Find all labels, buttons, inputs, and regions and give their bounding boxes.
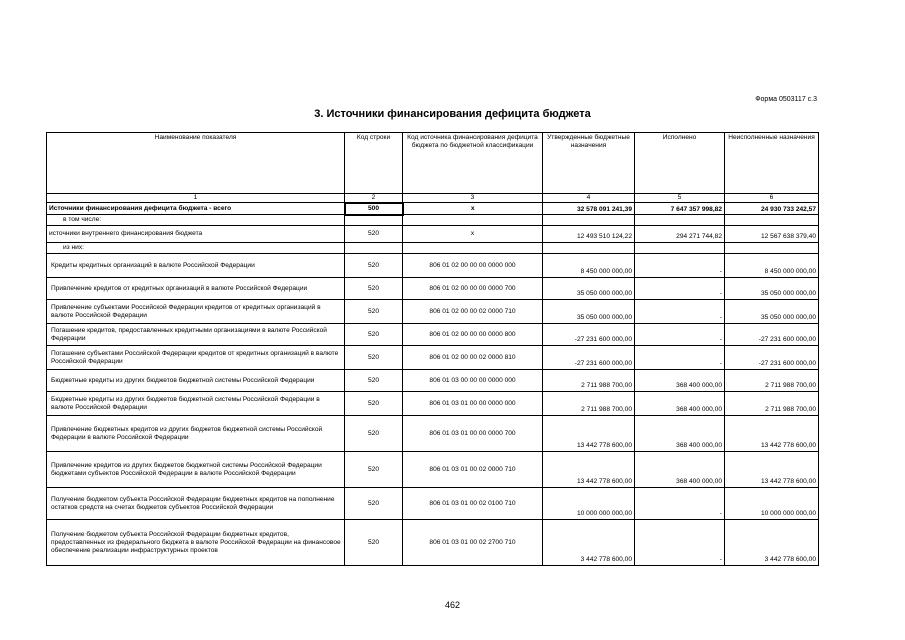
row-name: Привлечение кредитов из других бюджетов бюджетной системы Российской Федерации бюджетами субъектов Российской Федерации в валюте Российской Федерации bbox=[47, 452, 345, 488]
page-number: 462 bbox=[444, 600, 461, 610]
row-unexecuted: 2 711 988 700,00 bbox=[725, 392, 819, 416]
row-source-code: 806 01 02 00 00 02 0000 810 bbox=[403, 346, 543, 370]
row-unexecuted: 2 711 988 700,00 bbox=[725, 370, 819, 392]
row-name: Бюджетные кредиты из других бюджетов бюджетной системы Российской Федерации bbox=[47, 370, 345, 392]
row-unexecuted: -27 231 600 000,00 bbox=[725, 324, 819, 346]
row-source-code: x bbox=[403, 226, 543, 243]
page-title: 3. Источники финансирования дефицита бюджета bbox=[314, 108, 591, 120]
table-row bbox=[47, 300, 819, 324]
row-source-code: 806 01 03 01 00 02 0100 710 bbox=[403, 488, 543, 520]
row-unexecuted: -27 231 600 000,00 bbox=[725, 346, 819, 370]
table-row bbox=[47, 520, 819, 566]
row-unexecuted: 12 567 638 379,40 bbox=[725, 226, 819, 243]
row-approved: 2 711 988 700,00 bbox=[543, 370, 635, 392]
row-approved bbox=[543, 243, 635, 254]
header-approved: Утвержденные бюджетные назначения bbox=[543, 133, 635, 194]
row-name: Погашение кредитов, предоставленных кредитными организациями в валюте Российской Федерации bbox=[47, 324, 345, 346]
row-source-code: 806 01 02 00 00 00 0000 000 bbox=[403, 254, 543, 278]
col-number: 3 bbox=[403, 194, 543, 203]
row-code: 520 bbox=[345, 370, 403, 392]
table-row bbox=[47, 488, 819, 520]
row-executed: - bbox=[635, 278, 725, 300]
row-source-code: x bbox=[403, 203, 543, 215]
row-source-code: 806 01 03 01 00 00 0000 700 bbox=[403, 416, 543, 452]
header-code: Код строки bbox=[345, 133, 403, 194]
row-executed: 368 400 000,00 bbox=[635, 416, 725, 452]
row-approved: 10 000 000 000,00 bbox=[543, 488, 635, 520]
row-source-code: 806 01 02 00 00 00 0000 700 bbox=[403, 278, 543, 300]
row-name: источники внутреннего финансирования бюджета bbox=[47, 226, 345, 243]
row-executed bbox=[635, 215, 725, 226]
row-source-code bbox=[403, 215, 543, 226]
row-code: 520 bbox=[345, 488, 403, 520]
form-label: Форма 0503117 с.3 bbox=[755, 96, 817, 103]
row-code: 520 bbox=[345, 520, 403, 566]
row-name: Привлечение субъектами Российской Федерации кредитов от кредитных организаций в валюте Российской Федерации bbox=[47, 300, 345, 324]
row-source-code: 806 01 02 00 00 02 0000 710 bbox=[403, 300, 543, 324]
table-body bbox=[47, 203, 819, 566]
row-name: Источники финансирования дефицита бюджета - всего bbox=[47, 203, 345, 215]
row-code: 520 bbox=[345, 300, 403, 324]
row-approved: 13 442 778 600,00 bbox=[543, 416, 635, 452]
row-code: 500 bbox=[345, 203, 403, 215]
row-name: Кредиты кредитных организаций в валюте Российской Федерации bbox=[47, 254, 345, 278]
header-name: Наименование показателя bbox=[47, 133, 345, 194]
row-approved: 8 450 000 000,00 bbox=[543, 254, 635, 278]
row-name: из них: bbox=[47, 243, 345, 254]
row-unexecuted bbox=[725, 243, 819, 254]
row-source-code: 806 01 03 01 00 02 0000 710 bbox=[403, 452, 543, 488]
row-unexecuted: 8 450 000 000,00 bbox=[725, 254, 819, 278]
row-approved: -27 231 600 000,00 bbox=[543, 324, 635, 346]
table-row bbox=[47, 226, 819, 243]
table-row bbox=[47, 254, 819, 278]
row-name: Бюджетные кредиты из других бюджетов бюджетной системы Российской Федерации в валюте Российской Федерации bbox=[47, 392, 345, 416]
table-row bbox=[47, 452, 819, 488]
table-row bbox=[47, 243, 819, 254]
col-number: 4 bbox=[543, 194, 635, 203]
col-number: 6 bbox=[725, 194, 819, 203]
header-row bbox=[47, 133, 819, 194]
row-unexecuted: 24 930 733 242,57 bbox=[725, 203, 819, 215]
row-approved: 35 050 000 000,00 bbox=[543, 300, 635, 324]
row-unexecuted: 3 442 778 600,00 bbox=[725, 520, 819, 566]
col-number: 2 bbox=[345, 194, 403, 203]
row-code: 520 bbox=[345, 324, 403, 346]
header-unexecuted: Неисполненные назначения bbox=[725, 133, 819, 194]
row-source-code: 806 01 03 01 00 00 0000 000 bbox=[403, 392, 543, 416]
table-row bbox=[47, 416, 819, 452]
sources-table bbox=[46, 132, 819, 566]
row-code: 520 bbox=[345, 392, 403, 416]
row-unexecuted: 35 050 000 000,00 bbox=[725, 300, 819, 324]
header-source-code: Код источника финансирования дефицита бюджета по бюджетной классификации bbox=[403, 133, 543, 194]
row-unexecuted bbox=[725, 215, 819, 226]
row-executed: 368 400 000,00 bbox=[635, 392, 725, 416]
row-code bbox=[345, 215, 403, 226]
table-row bbox=[47, 370, 819, 392]
row-name: Привлечение бюджетных кредитов из других бюджетов бюджетной системы Российской Федерации в валюте Российской Федерации bbox=[47, 416, 345, 452]
row-executed: 7 647 357 998,82 bbox=[635, 203, 725, 215]
table-row bbox=[47, 203, 819, 215]
row-executed: 368 400 000,00 bbox=[635, 370, 725, 392]
row-unexecuted: 13 442 778 600,00 bbox=[725, 416, 819, 452]
row-unexecuted: 35 050 000 000,00 bbox=[725, 278, 819, 300]
row-unexecuted: 13 442 778 600,00 bbox=[725, 452, 819, 488]
row-executed bbox=[635, 243, 725, 254]
row-source-code: 806 01 03 00 00 00 0000 000 bbox=[403, 370, 543, 392]
row-executed: - bbox=[635, 488, 725, 520]
row-approved bbox=[543, 215, 635, 226]
column-number-row bbox=[47, 194, 819, 203]
row-name: Получение бюджетом субъекта Российской Федерации бюджетных кредитов, предоставленных из федерального бюджета в валюте Российской Федерации на финансовое обеспечение реализации инфраструктурных проектов bbox=[47, 520, 345, 566]
row-code: 520 bbox=[345, 416, 403, 452]
row-name: Погашение субъектами Российской Федерации кредитов от кредитных организаций в валюте Российской Федерации bbox=[47, 346, 345, 370]
row-approved: 13 442 778 600,00 bbox=[543, 452, 635, 488]
row-executed: - bbox=[635, 324, 725, 346]
row-approved: 2 711 988 700,00 bbox=[543, 392, 635, 416]
row-executed: 368 400 000,00 bbox=[635, 452, 725, 488]
row-source-code: 806 01 03 01 00 02 2700 710 bbox=[403, 520, 543, 566]
row-executed: - bbox=[635, 520, 725, 566]
table-row bbox=[47, 324, 819, 346]
row-approved: 12 493 510 124,22 bbox=[543, 226, 635, 243]
col-number: 5 bbox=[635, 194, 725, 203]
table-row bbox=[47, 392, 819, 416]
row-approved: 3 442 778 600,00 bbox=[543, 520, 635, 566]
row-code: 520 bbox=[345, 452, 403, 488]
table-row bbox=[47, 346, 819, 370]
row-code: 520 bbox=[345, 254, 403, 278]
row-code: 520 bbox=[345, 346, 403, 370]
row-approved: 32 578 091 241,39 bbox=[543, 203, 635, 215]
row-code bbox=[345, 243, 403, 254]
row-approved: -27 231 600 000,00 bbox=[543, 346, 635, 370]
row-executed: - bbox=[635, 254, 725, 278]
row-code: 520 bbox=[345, 278, 403, 300]
table-row bbox=[47, 215, 819, 226]
table-row bbox=[47, 278, 819, 300]
row-approved: 35 050 000 000,00 bbox=[543, 278, 635, 300]
row-code: 520 bbox=[345, 226, 403, 243]
row-executed: 294 271 744,82 bbox=[635, 226, 725, 243]
row-executed: - bbox=[635, 346, 725, 370]
row-source-code bbox=[403, 243, 543, 254]
col-number: 1 bbox=[47, 194, 345, 203]
row-name: Привлечение кредитов от кредитных организаций в валюте Российской Федерации bbox=[47, 278, 345, 300]
row-executed: - bbox=[635, 300, 725, 324]
row-name: Получение бюджетом субъекта Российской Федерации бюджетных кредитов на пополнение остатков средств на счетах бюджетов субъектов Российской Федерации bbox=[47, 488, 345, 520]
row-source-code: 806 01 02 00 00 00 0000 800 bbox=[403, 324, 543, 346]
row-name: в том числе: bbox=[47, 215, 345, 226]
header-executed: Исполнено bbox=[635, 133, 725, 194]
row-unexecuted: 10 000 000 000,00 bbox=[725, 488, 819, 520]
